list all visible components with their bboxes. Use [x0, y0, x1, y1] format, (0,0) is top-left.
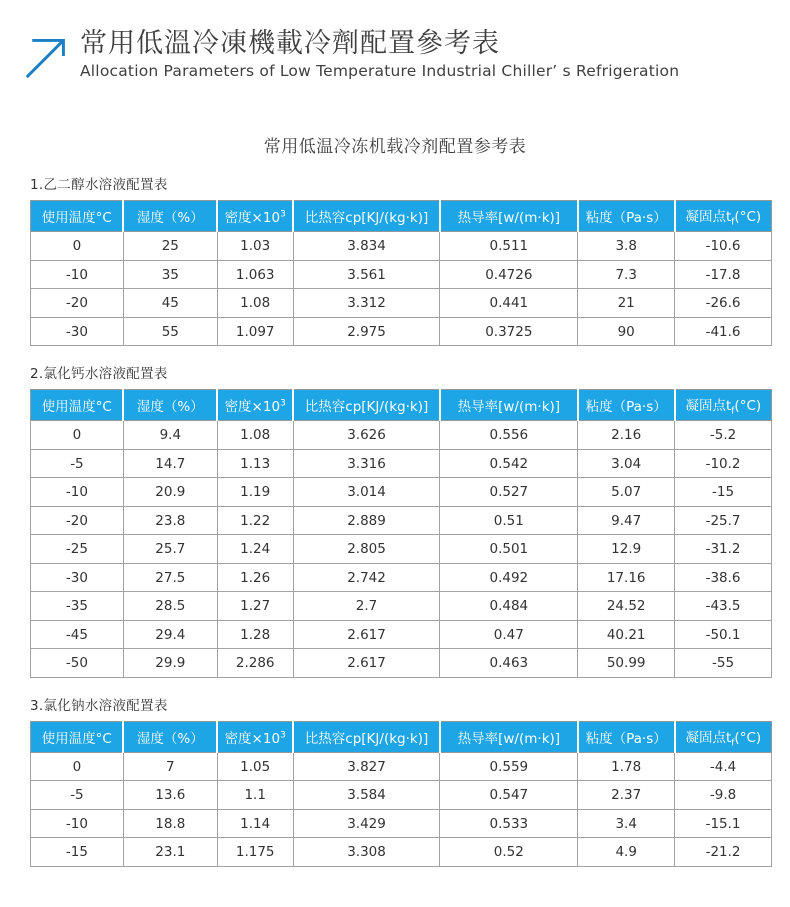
column-header: 使用温度°C	[31, 721, 124, 752]
calcium-chloride-table	[30, 389, 772, 678]
column-header: 粘度（Pa·s）	[578, 390, 675, 421]
table-cell: 9.47	[578, 506, 675, 535]
table-cell: -5	[31, 449, 124, 478]
table-cell: 3.626	[293, 421, 440, 450]
table-cell: 3.014	[293, 478, 440, 507]
table-cell: -30	[31, 563, 124, 592]
table-cell: 18.8	[123, 809, 217, 838]
table-cell: 1.03	[217, 232, 293, 261]
brand-title: 常用低溫冷凍機載冷劑配置參考表	[80, 28, 500, 59]
column-header: 密度$\times 10^3$	[217, 390, 293, 421]
table-cell: -10	[31, 260, 124, 289]
table-cell: -21.2	[675, 838, 772, 867]
table-cell: 1.097	[217, 317, 293, 346]
table-cell: -10	[31, 809, 124, 838]
table-cell: 55	[123, 317, 217, 346]
section-calcium-chloride	[30, 362, 772, 678]
table-cell: -5	[31, 781, 124, 810]
table-cell: 0.47	[440, 620, 578, 649]
table-cell: 0.556	[440, 421, 578, 450]
table-cell: 3.308	[293, 838, 440, 867]
table-cell: 90	[578, 317, 675, 346]
table-cell: 0	[31, 232, 124, 261]
column-header: 粘度（Pa·s）	[578, 721, 675, 752]
table-cell: 3.4	[578, 809, 675, 838]
table-cell: 3.584	[293, 781, 440, 810]
column-header: 凝固点$t_f(^\circ C)$	[675, 721, 772, 752]
table-cell: -10	[31, 478, 124, 507]
table-cell: 0.547	[440, 781, 578, 810]
table-cell: 12.9	[578, 535, 675, 564]
table-cell: 0.463	[440, 649, 578, 678]
section-label: 1.乙二醇水溶液配置表	[30, 177, 168, 194]
table-cell: -9.8	[675, 781, 772, 810]
table-cell: -10.6	[675, 232, 772, 261]
table-cell: 9.4	[123, 421, 217, 450]
brand-subtitle: Allocation Parameters of Low Temperature Industrial Chiller’ s Refrigeration	[80, 62, 680, 81]
table-cell: 1.175	[217, 838, 293, 867]
table-row	[31, 421, 772, 450]
table-cell: -43.5	[675, 592, 772, 621]
table-header	[31, 721, 772, 752]
column-header: 湿度（%）	[123, 201, 217, 232]
table-cell: 40.21	[578, 620, 675, 649]
table-cell: 3.561	[293, 260, 440, 289]
column-header: 热导率[w/(m·k)]	[440, 721, 578, 752]
table-cell: 1.19	[217, 478, 293, 507]
table-row	[31, 449, 772, 478]
table-cell: 7	[123, 752, 217, 781]
table-cell: -20	[31, 289, 124, 318]
table-row	[31, 838, 772, 867]
table-cell: 1.1	[217, 781, 293, 810]
table-cell: -26.6	[675, 289, 772, 318]
section-ethylene-glycol	[30, 173, 772, 346]
sodium-chloride-table	[30, 721, 772, 867]
table-cell: -50.1	[675, 620, 772, 649]
table-header	[31, 390, 772, 421]
table-cell: 20.9	[123, 478, 217, 507]
table-cell: 1.27	[217, 592, 293, 621]
column-header: 比热容cp[KJ/(kg·k)]	[293, 201, 440, 232]
table-cell: 0.484	[440, 592, 578, 621]
table-cell: -17.8	[675, 260, 772, 289]
column-header: 密度$\times 10^3$	[217, 201, 293, 232]
table-cell: 25	[123, 232, 217, 261]
table-cell: -15	[675, 478, 772, 507]
page-title: 常用低温冷冻机载冷剂配置参考表	[263, 137, 527, 158]
table-cell: -50	[31, 649, 124, 678]
table-cell: 0.542	[440, 449, 578, 478]
table-cell: -4.4	[675, 752, 772, 781]
table-cell: 3.04	[578, 449, 675, 478]
table-cell: 0.51	[440, 506, 578, 535]
column-header: 使用温度°C	[31, 201, 124, 232]
table-cell: 45	[123, 289, 217, 318]
table-cell: 1.22	[217, 506, 293, 535]
table-cell: 3.827	[293, 752, 440, 781]
table-cell: 3.312	[293, 289, 440, 318]
table-row	[31, 592, 772, 621]
table-cell: 2.805	[293, 535, 440, 564]
table-cell: -35	[31, 592, 124, 621]
table-row	[31, 317, 772, 346]
table-body	[31, 752, 772, 866]
table-cell: 7.3	[578, 260, 675, 289]
table-cell: 21	[578, 289, 675, 318]
table-row	[31, 506, 772, 535]
table-cell: 35	[123, 260, 217, 289]
table-cell: -55	[675, 649, 772, 678]
table-row	[31, 752, 772, 781]
table-cell: 3.8	[578, 232, 675, 261]
table-cell: 0.527	[440, 478, 578, 507]
table-cell: 13.6	[123, 781, 217, 810]
table-cell: 14.7	[123, 449, 217, 478]
column-header: 凝固点$t_f(^\circ C)$	[675, 390, 772, 421]
table-cell: 1.26	[217, 563, 293, 592]
table-cell: 25.7	[123, 535, 217, 564]
section-label: 2.氯化钙水溶液配置表	[30, 366, 168, 383]
table-cell: 0.4726	[440, 260, 578, 289]
table-cell: -31.2	[675, 535, 772, 564]
ethylene-glycol-table	[30, 200, 772, 346]
table-cell: 28.5	[123, 592, 217, 621]
table-cell: 1.08	[217, 421, 293, 450]
table-cell: -15.1	[675, 809, 772, 838]
table-cell: 0.3725	[440, 317, 578, 346]
table-cell: 1.05	[217, 752, 293, 781]
table-row	[31, 649, 772, 678]
column-header: 热导率[w/(m·k)]	[440, 201, 578, 232]
table-cell: 5.07	[578, 478, 675, 507]
tables-area	[0, 173, 790, 907]
table-row	[31, 478, 772, 507]
column-header: 湿度（%）	[123, 721, 217, 752]
table-body	[31, 421, 772, 678]
table-cell: -25.7	[675, 506, 772, 535]
column-header: 比热容cp[KJ/(kg·k)]	[293, 721, 440, 752]
table-row	[31, 563, 772, 592]
table-cell: 3.316	[293, 449, 440, 478]
table-cell: -5.2	[675, 421, 772, 450]
table-cell: 1.063	[217, 260, 293, 289]
table-cell: -38.6	[675, 563, 772, 592]
column-header: 比热容cp[KJ/(kg·k)]	[293, 390, 440, 421]
column-header: 使用温度°C	[31, 390, 124, 421]
column-header: 凝固点$t_f(^\circ C)$	[675, 201, 772, 232]
table-cell: 2.742	[293, 563, 440, 592]
table-cell: 1.08	[217, 289, 293, 318]
table-cell: 1.78	[578, 752, 675, 781]
table-cell: 0.559	[440, 752, 578, 781]
table-cell: -45	[31, 620, 124, 649]
table-row	[31, 289, 772, 318]
table-cell: 29.4	[123, 620, 217, 649]
table-cell: -10.2	[675, 449, 772, 478]
table-cell: 0	[31, 752, 124, 781]
table-cell: 2.617	[293, 649, 440, 678]
table-cell: 27.5	[123, 563, 217, 592]
column-header: 密度$\times 10^3$	[217, 721, 293, 752]
table-row	[31, 260, 772, 289]
table-cell: -30	[31, 317, 124, 346]
table-cell: 0.441	[440, 289, 578, 318]
table-cell: 1.13	[217, 449, 293, 478]
table-cell: 2.286	[217, 649, 293, 678]
section-label: 3.氯化钠水溶液配置表	[30, 697, 168, 714]
table-row	[31, 781, 772, 810]
arrow-up-right-icon	[24, 32, 68, 80]
table-cell: 29.9	[123, 649, 217, 678]
table-cell: 1.28	[217, 620, 293, 649]
table-cell: 0	[31, 421, 124, 450]
table-cell: 2.975	[293, 317, 440, 346]
table-cell: 23.1	[123, 838, 217, 867]
table-cell: 3.429	[293, 809, 440, 838]
table-cell: 50.99	[578, 649, 675, 678]
table-cell: 0.492	[440, 563, 578, 592]
table-cell: 0.501	[440, 535, 578, 564]
brand-header	[0, 0, 790, 80]
table-cell: 3.834	[293, 232, 440, 261]
header-row	[31, 390, 772, 421]
table-header	[31, 201, 772, 232]
column-header: 湿度（%）	[123, 390, 217, 421]
table-body	[31, 232, 772, 346]
table-cell: 2.16	[578, 421, 675, 450]
table-cell: 24.52	[578, 592, 675, 621]
table-cell: 2.889	[293, 506, 440, 535]
table-cell: 0.511	[440, 232, 578, 261]
column-header: 热导率[w/(m·k)]	[440, 390, 578, 421]
table-cell: 0.52	[440, 838, 578, 867]
table-cell: -15	[31, 838, 124, 867]
table-row	[31, 620, 772, 649]
table-cell: 1.14	[217, 809, 293, 838]
table-cell: 23.8	[123, 506, 217, 535]
table-cell: -41.6	[675, 317, 772, 346]
table-cell: 2.7	[293, 592, 440, 621]
table-cell: 1.24	[217, 535, 293, 564]
table-cell: -20	[31, 506, 124, 535]
table-cell: 4.9	[578, 838, 675, 867]
table-row	[31, 809, 772, 838]
table-row	[31, 232, 772, 261]
table-cell: 2.37	[578, 781, 675, 810]
table-row	[31, 535, 772, 564]
table-cell: -25	[31, 535, 124, 564]
header-row	[31, 201, 772, 232]
table-cell: 2.617	[293, 620, 440, 649]
section-sodium-chloride	[30, 694, 772, 867]
header-row	[31, 721, 772, 752]
column-header: 粘度（Pa·s）	[578, 201, 675, 232]
table-cell: 17.16	[578, 563, 675, 592]
brand-text	[80, 28, 679, 80]
table-cell: 0.533	[440, 809, 578, 838]
